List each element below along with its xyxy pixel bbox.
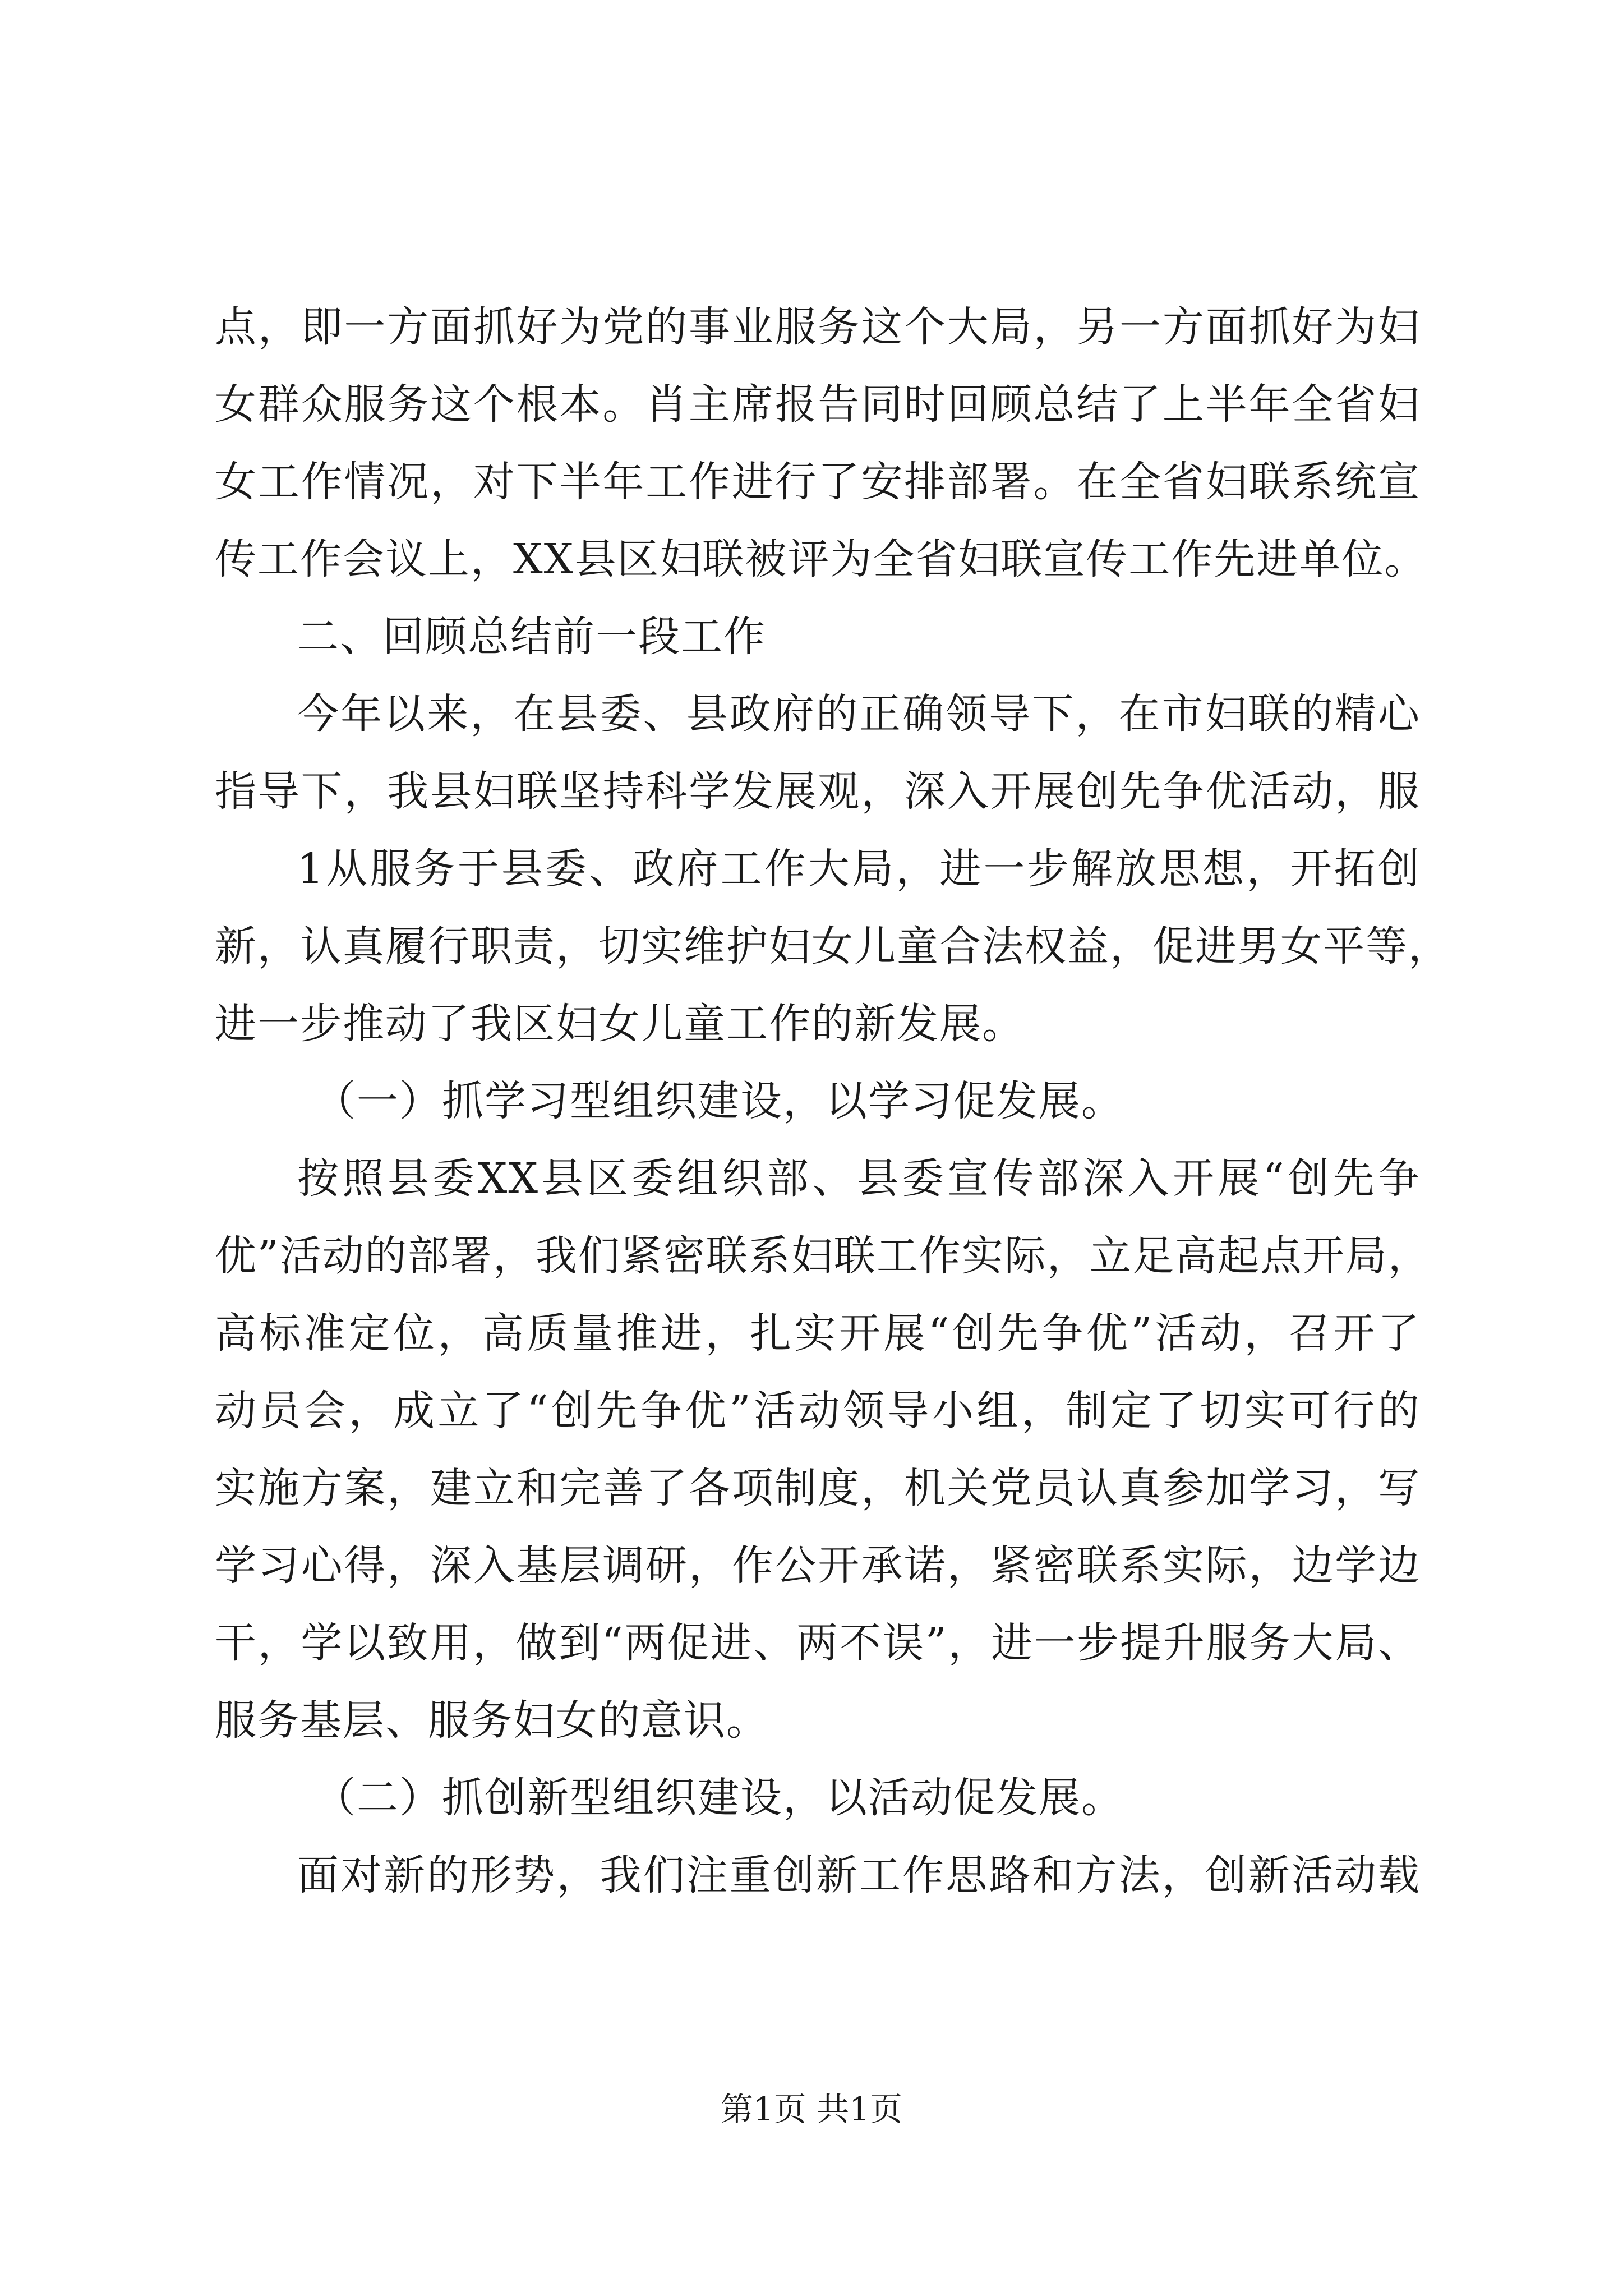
paragraph-line: 1从服务于县委、政府工作大局，进一步解放思想，开拓创 [297,845,1421,893]
paragraph-line: 面对新的形势，我们注重创新工作思路和方法，创新活动载 [297,1851,1421,1899]
paragraph-line: 新，认真履行职责，切实维护妇女儿童合法权益，促进男女平等， [215,922,1451,970]
paragraph-line: 高标准定位，高质量推进，扎实开展“创先争优”活动，召开了 [215,1309,1421,1358]
section-heading: 二、回顾总结前一段工作 [297,613,766,661]
paragraph-line: 动员会，成立了“创先争优”活动领导小组，制定了切实可行的 [215,1387,1421,1435]
paragraph-line: 今年以来，在县委、县政府的正确领导下，在市妇联的精心 [297,690,1421,738]
paragraph-line: 优”活动的部署，我们紧密联系妇联工作实际，立足高起点开局， [215,1232,1431,1280]
paragraph-line: 传工作会议上，XX县区妇联被评为全省妇联宣传工作先进单位。 [215,535,1427,583]
paragraph-line: 服务基层、服务妇女的意识。 [215,1696,769,1745]
page-footer: 第1页 共1页 [720,2090,903,2128]
subsection-heading: （二）抓创新型组织建设，以活动促发展。 [314,1774,1124,1822]
paragraph-line: 进一步推动了我区妇女儿童工作的新发展。 [215,1000,1025,1048]
paragraph-line: 学习心得，深入基层调研，作公开承诺，紧密联系实际，边学边 [215,1542,1421,1590]
paragraph-line: 女群众服务这个根本。肖主席报告同时回顾总结了上半年全省妇 [215,380,1421,429]
paragraph-line: 干，学以致用，做到“两促进、两不误”，进一步提升服务大局、 [215,1619,1421,1667]
paragraph-line: 点，即一方面抓好为党的事业服务这个大局，另一方面抓好为妇 [215,303,1421,351]
paragraph-line: 指导下，我县妇联坚持科学发展观，深入开展创先争优活动，服 [215,767,1421,816]
paragraph-line: 实施方案，建立和完善了各项制度，机关党员认真参加学习，写 [215,1464,1421,1512]
paragraph-line: 按照县委XX县区委组织部、县委宣传部深入开展“创先争 [297,1154,1421,1203]
subsection-heading: （一）抓学习型组织建设，以学习促发展。 [314,1077,1124,1125]
paragraph-line: 女工作情况，对下半年工作进行了安排部署。在全省妇联系统宣 [215,458,1421,506]
